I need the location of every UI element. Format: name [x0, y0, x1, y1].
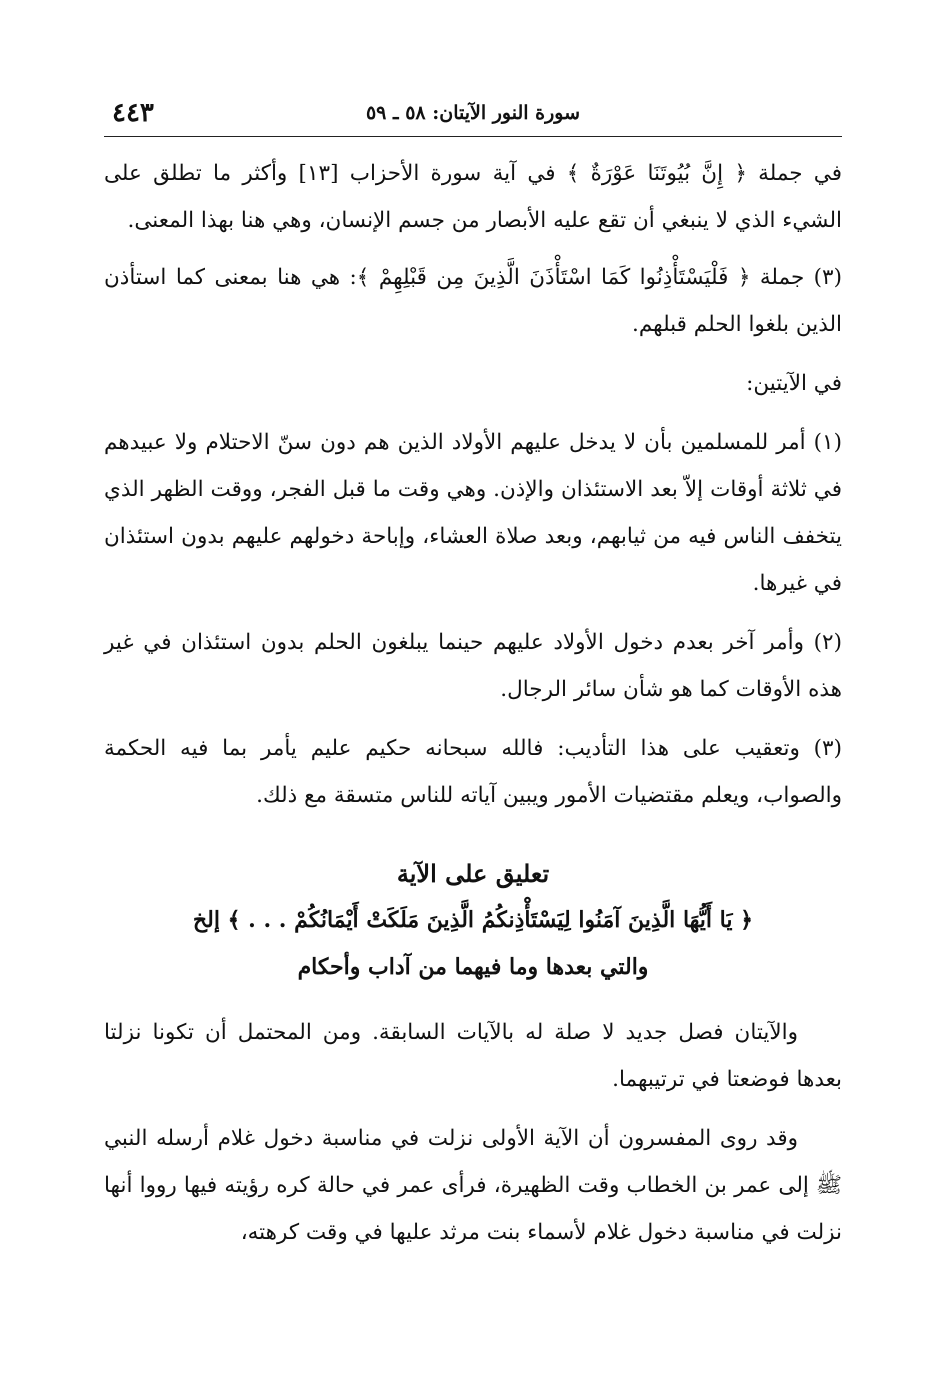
paragraph: (١) أمر للمسلمين بأن لا يدخل عليهم الأولاد الذين هم دون سنّ الاحتلام ولا عبيدهم في ثلاثة أوقات إلاّ بعد الاستئذان والإذن. وهي وقت ما قبل الفجر، ووقت الظهر الذي يتخفف الناس فيه من ثيابهم، وبعد صلاة العشاء، وإباحة دخولهم عليهم بدون استئذان في غيرها.	[104, 430, 842, 596]
page-header	[104, 96, 842, 137]
paragraph: (٢) وأمر آخر بعدم دخول الأولاد عليهم حينما يبلغون الحلم بدون استئذان في غير هذه الأوقات كما هو شأن سائر الرجال.	[104, 630, 842, 702]
paragraph: والآيتان فصل جديد لا صلة له بالآيات السابقة. ومن المحتمل أن تكونا نزلتا بعدها فوضعتا في ترتيبهما.	[104, 1020, 842, 1092]
paragraph: في جملة ﴿ إِنَّ بُيُوتَنَا عَوْرَةٌ ﴾ في آية سورة الأحزاب [١٣] وأكثر ما تطلق على الشيء الذي لا ينبغي أن تقع عليه الأبصار من جسم الإنسان، وهي هنا بهذا المعنى.	[104, 161, 842, 233]
page-number: ٤٤٣	[112, 98, 154, 128]
section-subtitle: والتي بعدها وما فيهما من آداب وأحكام	[297, 954, 649, 980]
body-text	[104, 150, 842, 1266]
section-title: تعليق على الآية	[396, 859, 550, 888]
running-title: سورة النور الآيتان: ٥٨ ـ ٥٩	[365, 102, 581, 124]
paragraph: في الآيتين:	[746, 371, 842, 396]
paragraph: (٣) وتعقيب على هذا التأديب: فالله سبحانه حكيم عليم يأمر بما فيه الحكمة والصواب، ويعلم مقتضيات الأمور ويبين آياته للناس متسقة مع ذلك.	[104, 736, 842, 808]
paragraph: (٣) جملة ﴿ فَلْيَسْتَأْذِنُوا كَمَا اسْتَأْذَنَ الَّذِينَ مِن قَبْلِهِمْ ﴾: هي هنا بمعنى كما استأذن الذين بلغوا الحلم قبلهم.	[104, 265, 842, 337]
paragraph: وقد روى المفسرون أن الآية الأولى نزلت في مناسبة دخول غلام أرسله النبي ﷺ إلى عمر بن الخطاب وقت الظهيرة، فرأى عمر في حالة كره رؤيته فيها رووا أنها نزلت في مناسبة دخول غلام لأسماء بنت مرثد عليها في وقت كرهته،	[104, 1126, 842, 1245]
section-verse: ﴿ يَا أَيُّهَا الَّذِينَ آمَنُوا لِيَسْتَأْذِنكُمُ الَّذِينَ مَلَكَتْ أَيْمَانُكُمْ . . . ﴾ إلخ	[192, 907, 754, 933]
